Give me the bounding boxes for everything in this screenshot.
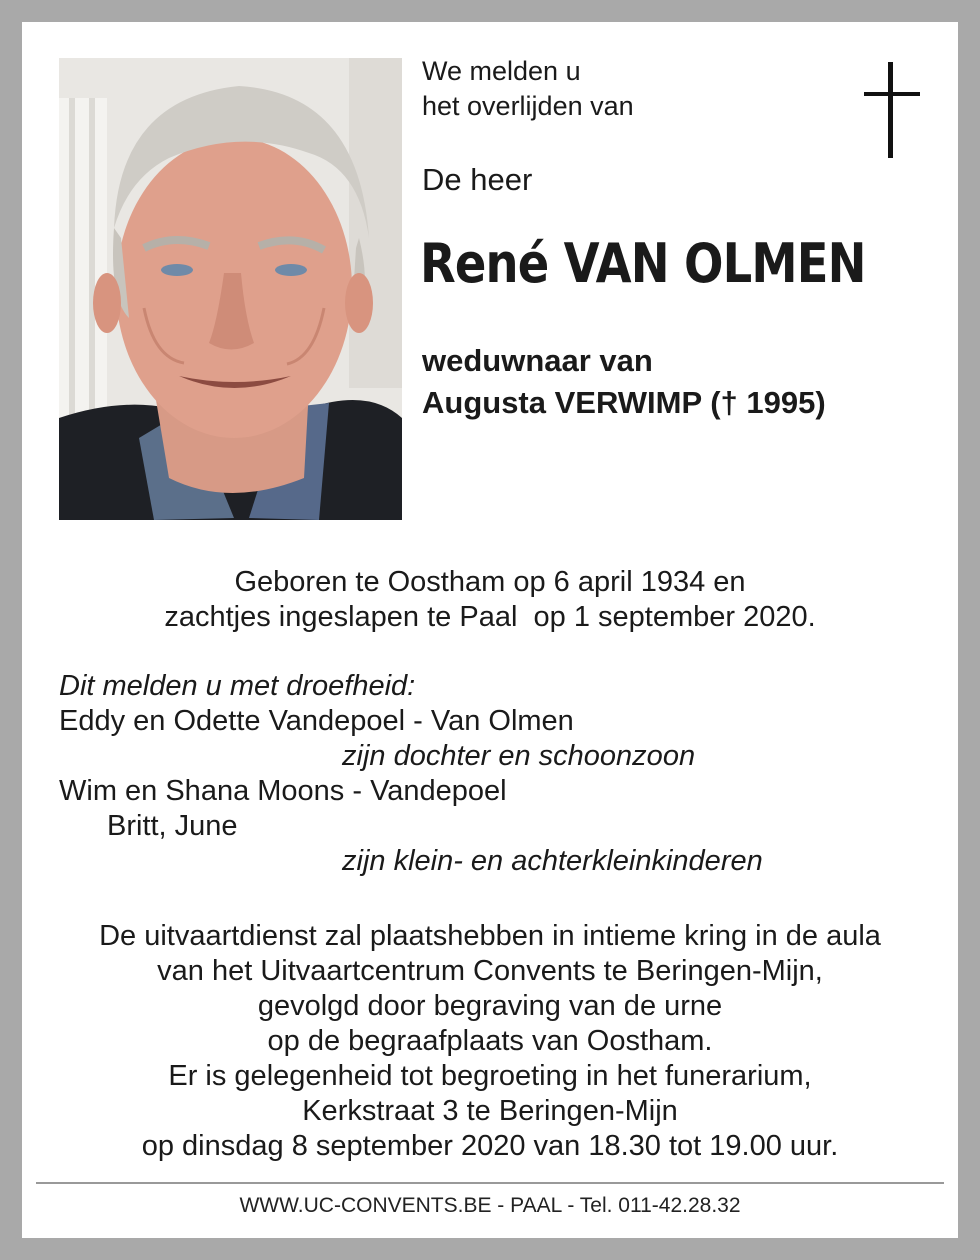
widow-line: weduwnaar van <box>422 343 653 378</box>
service-line: De uitvaartdienst zal plaatshebben in intieme kring in de aula <box>99 920 881 952</box>
service-line: gevolgd door begraving van de urne <box>257 990 723 1022</box>
service-line: Er is gelegenheid tot begroeting in het funerarium, <box>168 1060 812 1092</box>
mourners-heading: Dit melden u met droefheid: <box>59 670 416 702</box>
service-line: op de begraafplaats van Oostham. <box>267 1025 713 1057</box>
mourners-list <box>59 669 919 879</box>
portrait-photo <box>59 58 402 520</box>
service-line: Kerkstraat 3 te Beringen-Mijn <box>302 1095 678 1127</box>
birth-death-info <box>22 565 958 635</box>
service-info <box>22 919 958 1164</box>
intro-line: het overlijden van <box>422 91 634 121</box>
spouse-name: Augusta VERWIMP († 1995) <box>422 385 826 420</box>
mourner-line: Eddy en Odette Vandepoel - Van Olmen <box>59 705 574 737</box>
footer-contact: WWW.UC-CONVENTS.BE - PAAL - Tel. 011-42.28.32 <box>239 1194 741 1217</box>
deceased-name: René VAN OLMEN <box>420 232 866 295</box>
latin-cross-icon <box>864 62 920 158</box>
mourner-line: Wim en Shana Moons - Vandepoel <box>59 775 507 807</box>
birth-line: Geboren te Oostham op 6 april 1934 en <box>234 566 746 598</box>
death-line: zachtjes ingeslapen te Paal op 1 september 2020. <box>164 601 816 633</box>
service-line: op dinsdag 8 september 2020 van 18.30 tot 19.00 uur. <box>141 1130 839 1162</box>
intro-text <box>422 54 634 124</box>
service-line: van het Uitvaartcentrum Convents te Beringen-Mijn, <box>157 955 823 987</box>
relation-line: zijn klein- en achterkleinkinderen <box>342 845 763 877</box>
relation-line: zijn dochter en schoonzoon <box>342 740 696 772</box>
footer-divider <box>36 1182 944 1184</box>
intro-line: We melden u <box>422 56 581 86</box>
mourner-line: Britt, June <box>107 810 238 842</box>
obituary-card <box>22 22 958 1238</box>
spouse-info <box>422 340 826 424</box>
honorific: De heer <box>422 162 533 197</box>
